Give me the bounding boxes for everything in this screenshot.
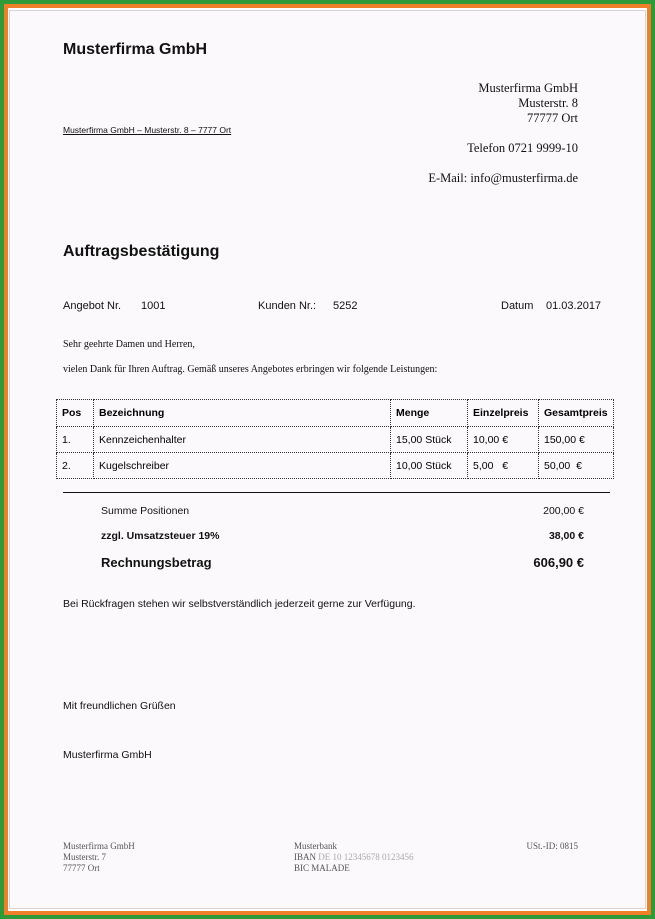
table-header-row [57,400,614,427]
offer-number-value: 1001 [141,300,166,312]
intro-text: vielen Dank für Ihren Auftrag. Gemäß unseres Angebotes erbringen wir folgende Leistungen: [63,364,438,375]
sender-phone: Telefon 0721 9999-10 [467,141,578,155]
cell-quantity: 10,00 Stück [391,453,468,479]
total-value: 606,90 € [533,555,584,570]
footer-address [63,841,135,874]
cell-unit-price: 5,00 € [468,453,539,479]
footer-city: 77777 Ort [63,863,100,873]
total-label: Rechnungsbetrag [101,555,212,570]
subtotal-value: 200,00 € [543,505,584,517]
tax-value: 38,00 € [548,530,584,542]
company-title: Musterfirma GmbH [63,41,208,58]
header-pos: Pos [57,400,94,427]
cell-description: Kennzeichenhalter [94,427,391,453]
subtotal-label: Summe Positionen [101,505,190,517]
header-unit-price: Einzelpreis [468,400,539,427]
items-table [56,399,614,479]
sender-email: E-Mail: info@musterfirma.de [428,171,578,185]
footer-street: Musterstr. 7 [63,852,107,862]
signature-company: Musterfirma GmbH [63,749,152,761]
cell-total-price: 150,00 € [539,427,614,453]
footer-bank-name: Musterbank [294,841,337,851]
note-text: Bei Rückfragen stehen wir selbstverständlich jederzeit gerne zur Verfügung. [63,598,416,610]
footer-bank [294,841,414,874]
cell-pos: 2. [57,453,94,479]
footer-iban-value: DE 10 12345678 0123456 [318,852,414,862]
cell-unit-price: 10,00 € [468,427,539,453]
sender-name: Musterfirma GmbH [478,81,578,95]
customer-number-value: 5252 [333,300,358,312]
footer-iban [294,852,414,863]
footer-bic: BIC MALADE [294,863,350,873]
header-description: Bezeichnung [94,400,391,427]
sender-city: 77777 Ort [526,111,578,125]
footer-company: Musterfirma GmbH [63,841,135,851]
footer-iban-label: IBAN [294,852,316,862]
closing-text: Mit freundlichen Grüßen [63,700,176,712]
cell-total-price: 50,00 € [539,453,614,479]
sender-address [478,81,578,126]
return-address: Musterfirma GmbH – Musterstr. 8 – 7777 Ort [63,125,232,135]
table-row [57,427,614,453]
cell-quantity: 15,00 Stück [391,427,468,453]
tax-label: zzgl. Umsatzsteuer 19% [101,530,220,542]
customer-number-label: Kunden Nr.: [258,300,317,312]
document-title: Auftragsbestätigung [63,243,220,260]
date-value: 01.03.2017 [546,300,602,312]
header-quantity: Menge [391,400,468,427]
cell-pos: 1. [57,427,94,453]
salutation: Sehr geehrte Damen und Herren, [63,339,195,350]
header-total-price: Gesamtpreis [539,400,614,427]
date-label: Datum [501,300,534,312]
document-page [9,10,646,909]
totals-divider [63,492,610,493]
footer-vat-id: USt.-ID: 0815 [526,841,578,851]
offer-number-label: Angebot Nr. [63,300,122,312]
table-row [57,453,614,479]
cell-description: Kugelschreiber [94,453,391,479]
sender-street: Musterstr. 8 [518,96,578,110]
